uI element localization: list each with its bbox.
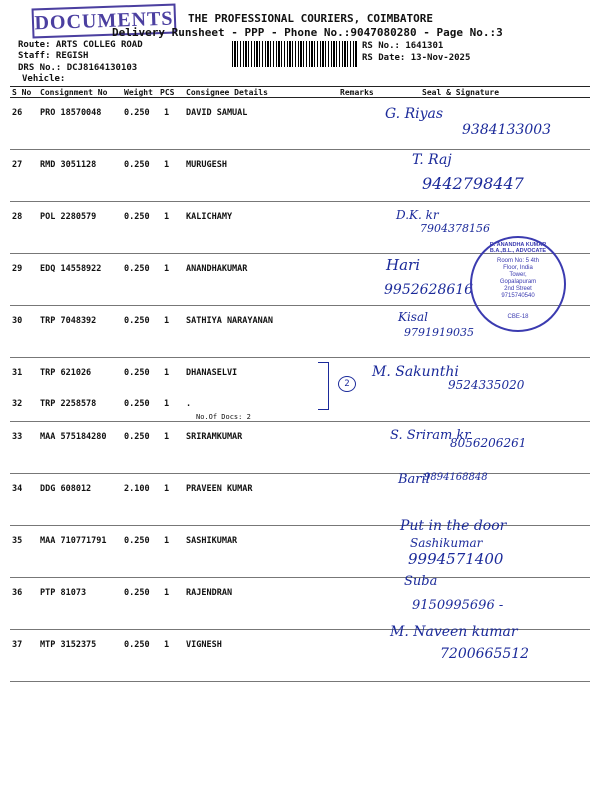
cell-consignee xyxy=(184,389,338,422)
cell-pcs xyxy=(158,526,184,578)
cell-sno-text: 26 xyxy=(12,108,23,118)
cell-consignee-text: DAVID SAMUAL xyxy=(186,108,248,118)
cell-consignee-text: SATHIYA NARAYANAN xyxy=(186,316,273,326)
cell-pcs-text: 1 xyxy=(164,536,170,546)
cell-weight xyxy=(122,150,158,202)
cell-pcs xyxy=(158,422,184,474)
seal-ring-text: R. ANANDHA KUMAR B.A.,B.L., ADVOCATE xyxy=(489,242,547,254)
cell-consignee xyxy=(184,254,338,306)
cell-sno xyxy=(10,630,38,682)
phone-27: 9442798447 xyxy=(422,174,524,193)
col-sno: S No xyxy=(10,87,38,98)
col-consignee: Consignee Details xyxy=(184,87,338,98)
phone-30: 9791919035 xyxy=(404,326,474,339)
cell-weight-text: 0.250 xyxy=(124,316,150,326)
cell-weight-text: 0.250 xyxy=(124,536,150,546)
signature-28: D.K. kr xyxy=(396,208,439,222)
cell-remarks xyxy=(338,630,398,682)
cell-sno xyxy=(10,202,38,254)
signature-35: Sashikumar xyxy=(410,536,483,550)
cell-pcs xyxy=(158,474,184,526)
cell-consignee-text: KALICHAMY xyxy=(186,212,233,222)
cell-consignee xyxy=(184,150,338,202)
seal-address: Room No: 5 4th Floor, India Tower, Gopalapuram 2nd Street 9715740540 xyxy=(496,258,540,299)
table-header-row xyxy=(10,87,590,98)
staff-label: Staff: REGISH xyxy=(18,51,89,61)
cell-signature xyxy=(398,389,590,422)
phone-35: 9994571400 xyxy=(408,550,504,568)
cell-consignment-text: DDG 608012 xyxy=(40,484,92,494)
cell-sno-text: 28 xyxy=(12,212,23,222)
cell-consignment-text: MAA 575184280 xyxy=(40,432,107,442)
cell-weight-text: 0.250 xyxy=(124,640,150,650)
cell-weight xyxy=(122,389,158,422)
cell-remarks xyxy=(338,306,398,358)
cell-weight xyxy=(122,202,158,254)
cell-sno xyxy=(10,422,38,474)
runsheet-title: Delivery Runsheet - PPP - Phone No.:9047080280 - Page No.:3 xyxy=(112,26,503,39)
cell-weight xyxy=(122,306,158,358)
drs-number: DRS No.: DCJ8164130103 xyxy=(18,63,138,73)
cell-pcs-text: 1 xyxy=(164,484,170,494)
cell-pcs xyxy=(158,358,184,390)
cell-consignee-text: PRAVEEN KUMAR xyxy=(186,484,253,494)
cell-pcs-text: 1 xyxy=(164,640,170,650)
cell-sno xyxy=(10,526,38,578)
cell-pcs xyxy=(158,389,184,422)
cell-pcs-text: 1 xyxy=(164,212,170,222)
cell-pcs-text: 1 xyxy=(164,316,170,326)
cell-pcs xyxy=(158,254,184,306)
cell-consignee-text: DHANASELVI xyxy=(186,368,238,378)
cell-consignment xyxy=(38,306,122,358)
cell-pcs-text: 1 xyxy=(164,399,170,409)
cell-consignee-text: SASHIKUMAR xyxy=(186,536,238,546)
cell-consignment xyxy=(38,474,122,526)
documents-stamp: DOCUMENTS xyxy=(32,3,177,38)
cell-pcs-text: 1 xyxy=(164,160,170,170)
cell-weight-text: 0.250 xyxy=(124,160,150,170)
vehicle-label: Vehicle: xyxy=(22,74,66,84)
cell-sno-text: 36 xyxy=(12,588,23,598)
cell-weight xyxy=(122,358,158,390)
cell-sno-text: 29 xyxy=(12,264,23,274)
cell-consignee-text: MURUGESH xyxy=(186,160,227,170)
cell-consignee xyxy=(184,202,338,254)
cell-consignee-text: SRIRAMKUMAR xyxy=(186,432,243,442)
cell-weight-text: 0.250 xyxy=(124,588,150,598)
advocate-seal xyxy=(470,236,566,332)
cell-sno xyxy=(10,578,38,630)
cell-consignee-text: VIGNESH xyxy=(186,640,222,650)
cell-consignment-text: MTP 3152375 xyxy=(40,640,97,650)
cell-consignee xyxy=(184,526,338,578)
col-remarks: Remarks xyxy=(338,87,398,98)
col-pcs: PCS xyxy=(158,87,184,98)
phone-33: 8056206261 xyxy=(450,436,527,450)
cell-remarks xyxy=(338,202,398,254)
bracket-count: 2 xyxy=(338,376,356,392)
cell-sno xyxy=(10,306,38,358)
barcode-image xyxy=(232,41,358,67)
cell-sno-text: 32 xyxy=(12,399,23,409)
phone-26: 9384133003 xyxy=(462,122,552,138)
cell-weight xyxy=(122,474,158,526)
cell-consignment-text: TRP 2258578 xyxy=(40,399,97,409)
cell-sno-text: 33 xyxy=(12,432,23,442)
cell-pcs-text: 1 xyxy=(164,264,170,274)
cell-sno-text: 37 xyxy=(12,640,23,650)
cell-consignee xyxy=(184,306,338,358)
cell-remarks xyxy=(338,150,398,202)
signature-34: Baril xyxy=(398,472,430,487)
cell-pcs xyxy=(158,98,184,150)
rs-date: RS Date: 13-Nov-2025 xyxy=(362,53,471,63)
cell-remarks xyxy=(338,578,398,630)
cell-consignment-text: TRP 621026 xyxy=(40,368,92,378)
cell-consignee xyxy=(184,474,338,526)
cell-consignee-text: . xyxy=(186,399,192,409)
cell-weight-text: 0.250 xyxy=(124,108,150,118)
cell-sno xyxy=(10,98,38,150)
cell-weight-text: 0.250 xyxy=(124,264,150,274)
cell-consignment-text: TRP 7048392 xyxy=(40,316,97,326)
cell-pcs xyxy=(158,202,184,254)
cell-consignee xyxy=(184,578,338,630)
bracket-mark xyxy=(318,362,329,410)
cell-sno xyxy=(10,358,38,390)
cell-weight-text: 0.250 xyxy=(124,368,150,378)
docs-count-note: No.Of Docs: 2 xyxy=(196,413,251,421)
cell-sno-text: 35 xyxy=(12,536,23,546)
phone-31: 9524335020 xyxy=(448,378,525,392)
cell-consignee xyxy=(184,98,338,150)
cell-sno xyxy=(10,254,38,306)
cell-consignment xyxy=(38,150,122,202)
cell-sno-text: 27 xyxy=(12,160,23,170)
cell-sno xyxy=(10,150,38,202)
seal-bottom: CBE-18 xyxy=(507,314,529,320)
cell-consignee-text: ANANDHAKUMAR xyxy=(186,264,248,274)
cell-sno-text: 30 xyxy=(12,316,23,326)
cell-consignment xyxy=(38,202,122,254)
col-consignment: Consignment No xyxy=(38,87,122,98)
cell-weight-text: 0.250 xyxy=(124,399,150,409)
cell-pcs xyxy=(158,578,184,630)
cell-weight xyxy=(122,526,158,578)
signature-33: S. Sriram kr xyxy=(390,428,471,443)
signature-26: G. Riyas xyxy=(385,106,444,122)
route-label: Route: ARTS COLLEG ROAD xyxy=(18,40,143,50)
table-row xyxy=(10,389,590,422)
cell-weight xyxy=(122,98,158,150)
cell-weight xyxy=(122,254,158,306)
phone-34: 9894168848 xyxy=(424,472,488,483)
cell-consignment xyxy=(38,358,122,390)
signature-31: M. Sakunthi xyxy=(372,364,459,380)
cell-remarks xyxy=(338,526,398,578)
cell-consignment-text: EDQ 14558922 xyxy=(40,264,102,274)
cell-remarks xyxy=(338,422,398,474)
cell-consignment xyxy=(38,578,122,630)
cell-consignee-text: RAJENDRAN xyxy=(186,588,233,598)
cell-weight-text: 0.250 xyxy=(124,432,150,442)
cell-pcs-text: 1 xyxy=(164,588,170,598)
signature-37: M. Naveen kumar xyxy=(390,624,518,640)
cell-weight xyxy=(122,578,158,630)
cell-consignment-text: PRO 18570048 xyxy=(40,108,102,118)
cell-sno xyxy=(10,474,38,526)
cell-pcs-text: 1 xyxy=(164,368,170,378)
cell-consignee xyxy=(184,358,338,390)
cell-remarks xyxy=(338,389,398,422)
cell-pcs xyxy=(158,630,184,682)
cell-consignment xyxy=(38,630,122,682)
col-signature: Seal & Signature xyxy=(398,87,590,98)
cell-consignment-text: PTP 81073 xyxy=(40,588,87,598)
signature-30: Kisal xyxy=(398,310,428,324)
cell-consignment-text: RMD 3051128 xyxy=(40,160,97,170)
signature-36: Suba xyxy=(404,574,438,589)
cell-consignment xyxy=(38,389,122,422)
signature-27: T. Raj xyxy=(412,152,452,168)
cell-consignee xyxy=(184,422,338,474)
cell-consignment-text: MAA 710771791 xyxy=(40,536,107,546)
cell-sno-text: 31 xyxy=(12,368,23,378)
cell-consignment xyxy=(38,422,122,474)
phone-37: 7200665512 xyxy=(440,646,530,662)
note-35: Put in the door xyxy=(400,518,507,534)
cell-consignment xyxy=(38,98,122,150)
phone-36: 9150995696 - xyxy=(412,598,504,613)
rs-number: RS No.: 1641301 xyxy=(362,41,444,51)
phone-28: 7904378156 xyxy=(420,222,490,235)
cell-weight xyxy=(122,422,158,474)
cell-remarks xyxy=(338,474,398,526)
cell-weight-text: 2.100 xyxy=(124,484,150,494)
cell-pcs-text: 1 xyxy=(164,108,170,118)
cell-sno xyxy=(10,389,38,422)
cell-weight-text: 0.250 xyxy=(124,212,150,222)
cell-pcs xyxy=(158,150,184,202)
cell-sno-text: 34 xyxy=(12,484,23,494)
cell-pcs-text: 1 xyxy=(164,432,170,442)
cell-consignment xyxy=(38,526,122,578)
cell-consignment-text: POL 2280579 xyxy=(40,212,97,222)
phone-29: 9952628616 xyxy=(384,282,474,298)
col-weight: Weight xyxy=(122,87,158,98)
cell-pcs xyxy=(158,306,184,358)
cell-consignment xyxy=(38,254,122,306)
cell-consignee xyxy=(184,630,338,682)
signature-29: Hari xyxy=(386,256,420,274)
cell-weight xyxy=(122,630,158,682)
company-title: THE PROFESSIONAL COURIERS, COIMBATORE xyxy=(188,12,434,25)
